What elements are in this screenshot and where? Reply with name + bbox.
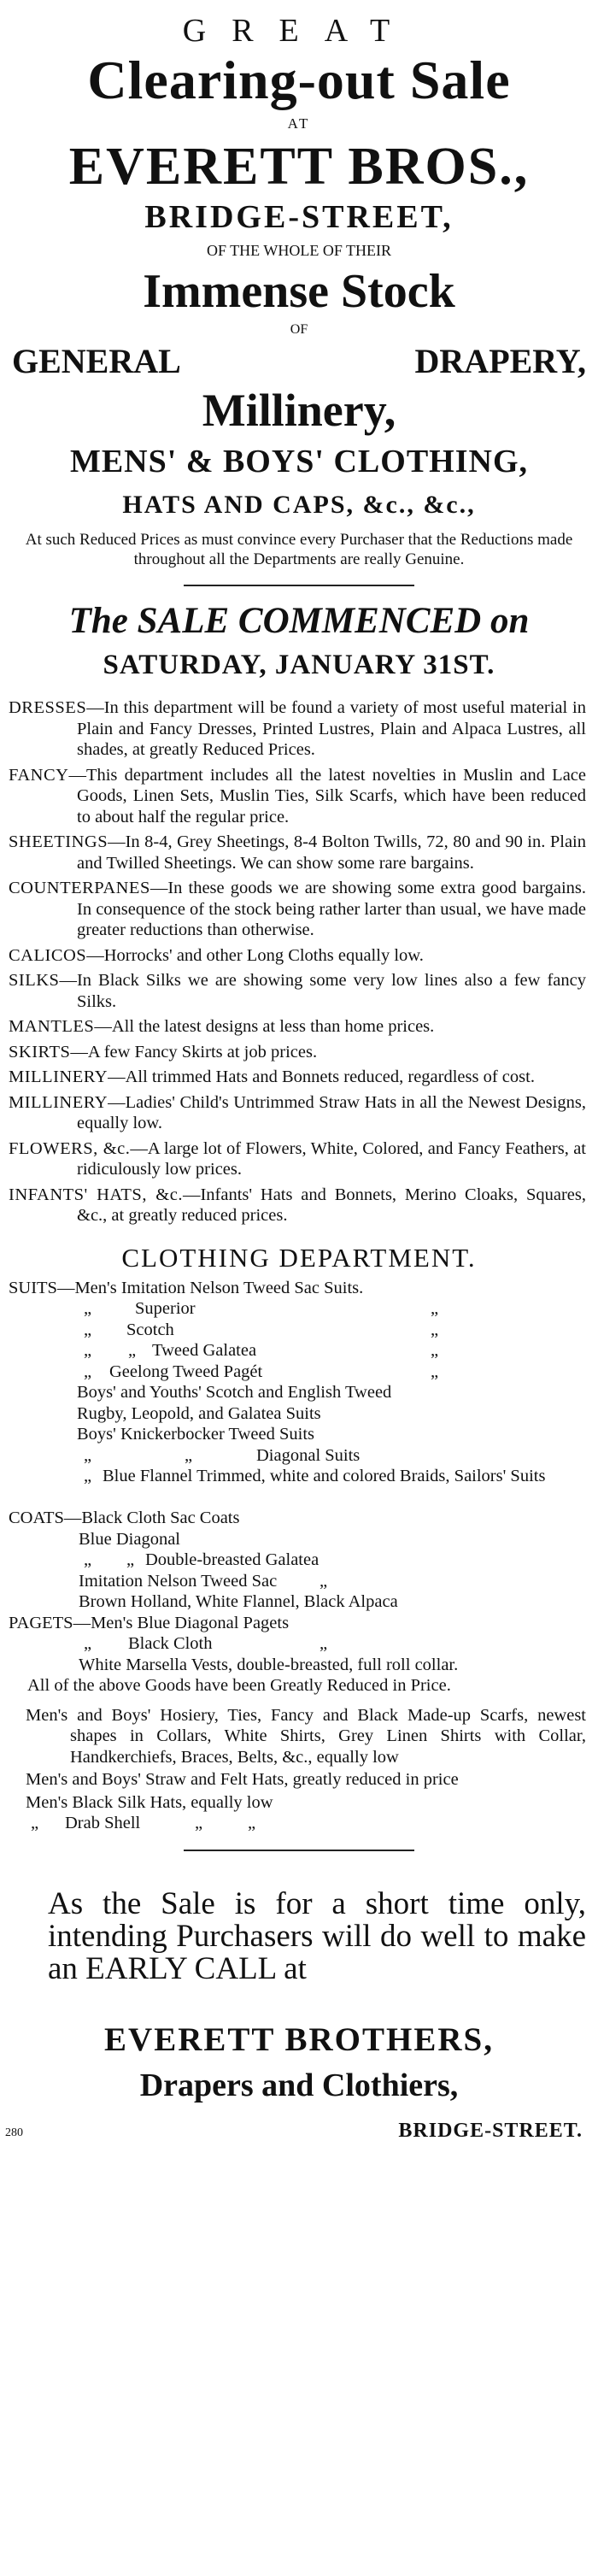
ditto-mark: „: [84, 1320, 92, 1339]
reduced-in-price-note: All of the above Goods have been Greatly Reduced in Price.: [27, 1676, 451, 1695]
suits-knickerbocker: Boys' Knickerbocker Tweed Suits: [77, 1425, 315, 1444]
ditto-mark: „: [31, 1814, 39, 1832]
department-item: [9, 1067, 586, 1088]
department-item: [9, 1185, 586, 1226]
department-text: —All trimmed Hats and Bonnets reduced, regardless of cost.: [108, 1067, 535, 1086]
department-text: —This department includes all the latest novelties in Muslin and Lace Goods, Linen Sets, Muslin Ties, Silk Scarfs, which have been reduced to about half the regular price.: [68, 765, 586, 826]
ditto-mark: „: [320, 1571, 328, 1591]
the-word: The: [68, 601, 128, 641]
footer: [0, 2108, 598, 2150]
divider-rule: [184, 1850, 414, 1851]
reduced-prices-paragraph: At such Reduced Prices as must convince every Purchaser that the Reductions made throughout all the Departments are really Genuine.: [25, 531, 573, 568]
suits-superior: Superior: [135, 1299, 196, 1318]
department-item: [9, 1016, 586, 1038]
ditto-mark: „: [84, 1634, 92, 1653]
ditto-mark: „: [126, 1550, 135, 1569]
ditto-mark: „: [84, 1445, 92, 1465]
department-item: [9, 765, 586, 828]
immense-stock-heading: Immense Stock: [143, 265, 455, 318]
great-heading: GREAT: [182, 13, 416, 49]
ditto-mark: „: [431, 1362, 439, 1381]
clothing-list: [0, 1278, 598, 1697]
department-item: [9, 878, 586, 941]
department-text: —In 8-4, Grey Sheetings, 8-4 Bolton Twills, 72, 80 and 90 in. Plain and Twilled Sheetings. We can show some rare bargains.: [77, 832, 586, 873]
commencement-date: [0, 644, 598, 685]
silk-hats-line: Men's Black Silk Hats, equally low: [26, 1792, 273, 1812]
department-item: [9, 1138, 586, 1180]
short-time-notice: As the Sale is for a short time only, intending Purchasers will do well to make an EARLY CALL at: [48, 1885, 586, 1986]
ditto-mark: „: [431, 1320, 439, 1339]
department-item: [9, 970, 586, 1012]
department-heading: FLOWERS, &c.: [9, 1138, 131, 1158]
clothing-department-heading: CLOTHING DEPARTMENT.: [121, 1242, 477, 1273]
bridge-street-heading: BRIDGE-STREET,: [144, 199, 454, 235]
date-text: JANUARY 31ST.: [274, 650, 495, 680]
department-heading: MILLINERY: [9, 1092, 108, 1112]
department-item: [9, 697, 586, 761]
page-number: 280: [5, 2126, 23, 2139]
suits-geelong: Geelong Tweed Pagét: [109, 1362, 263, 1381]
ditto-mark: „: [84, 1467, 92, 1485]
suits-rugby: Rugby, Leopold, and Galatea Suits: [77, 1403, 321, 1423]
suits-blue-flannel: Blue Flannel Trimmed, white and colored Braids, Sailors' Suits: [103, 1467, 546, 1485]
department-text: —A few Fancy Skirts at job prices.: [70, 1042, 318, 1062]
suits-boys-youths: Boys' and Youths' Scotch and English Tweed: [77, 1383, 392, 1402]
department-text: —In this department will be found a variety of most useful material in Plain and Fancy Dresses, Printed Lustres, Plain and Alpaca Lustres, all shades, at greatly Reduced Prices.: [77, 698, 586, 759]
department-item: [9, 1042, 586, 1063]
department-heading: CALICOS: [9, 945, 87, 965]
everett-brothers-heading: EVERETT BROTHERS,: [104, 2020, 494, 2058]
sale-commenced-heading: [0, 598, 598, 644]
general-drapery-heading: [0, 340, 598, 383]
department-text: —Infants' Hats and Bonnets, Merino Cloaks, Squares, &c., at greatly reduced prices.: [77, 1185, 586, 1225]
ditto-mark: „: [320, 1634, 328, 1653]
department-heading: MANTLES: [9, 1017, 95, 1036]
department-text: —Ladies' Child's Untrimmed Straw Hats in all the Newest Designs, equally low.: [77, 1092, 586, 1132]
departments-list: [0, 685, 598, 1226]
ditto-mark: „: [128, 1341, 137, 1360]
coats-imitation-nelson: Imitation Nelson Tweed Sac: [79, 1571, 278, 1591]
pagets-line: PAGETS—Men's Blue Diagonal Pagets: [9, 1613, 290, 1632]
department-text: —A large lot of Flowers, White, Colored, and Fancy Feathers, at ridiculously low prices.: [77, 1138, 586, 1179]
ditto-mark: „: [195, 1814, 203, 1832]
ditto-mark: „: [185, 1445, 193, 1465]
department-heading: FANCY: [9, 765, 69, 785]
divider-rule: [184, 585, 414, 586]
mens-boys-clothing-heading: MENS' & BOYS' CLOTHING,: [69, 444, 529, 479]
department-heading: SKIRTS: [9, 1042, 71, 1062]
coats-brown-holland: Brown Holland, White Flannel, Black Alpaca: [79, 1592, 398, 1611]
straw-hats-paragraph: Men's and Boys' Straw and Felt Hats, greatly reduced in price: [26, 1770, 459, 1789]
pagets-marsella-vests: White Marsella Vests, double-breasted, full roll collar.: [79, 1655, 459, 1674]
general-word: GENERAL: [12, 342, 181, 380]
department-heading: DRESSES: [9, 698, 87, 717]
ditto-mark: „: [84, 1299, 92, 1318]
bridge-street-footer: BRIDGE-STREET.: [398, 2119, 583, 2142]
saturday-word: SATURDAY,: [103, 650, 267, 680]
ditto-mark: „: [84, 1362, 92, 1381]
ditto-mark: „: [84, 1550, 92, 1569]
department-text: —In Black Silks we are showing some very low lines also a few fancy Silks.: [59, 971, 586, 1011]
ditto-mark: „: [431, 1299, 439, 1318]
of-label: OF: [290, 322, 308, 337]
department-heading: INFANTS' HATS, &c.: [9, 1185, 183, 1204]
hosiery-paragraph: Men's and Boys' Hosiery, Ties, Fancy and Black Made-up Scarfs, newest shapes in Collars, White Shirts, Grey Linen Shirts with Collar, Handkerchiefs, Braces, Belts, &c., equally low: [26, 1705, 586, 1767]
suits-scotch: Scotch: [126, 1320, 174, 1339]
department-heading: SHEETINGS: [9, 832, 108, 851]
department-item: [9, 1092, 586, 1134]
department-heading: COUNTERPANES: [9, 879, 150, 897]
ditto-mark: „: [84, 1341, 92, 1360]
department-item: [9, 945, 586, 967]
drapers-clothiers-heading: Drapers and Clothiers,: [139, 2067, 459, 2103]
suits-line: SUITS—Men's Imitation Nelson Tweed Sac Suits.: [9, 1278, 364, 1297]
hats-and-caps-heading: HATS AND CAPS, &c., &c.,: [122, 491, 476, 519]
coats-blue-diagonal: Blue Diagonal: [79, 1529, 180, 1549]
drab-shell-line: [26, 1813, 586, 1834]
drab-shell-text: Drab Shell: [65, 1814, 141, 1832]
ditto-mark: „: [431, 1341, 439, 1360]
coats-double-breasted: Double-breasted Galatea: [145, 1550, 320, 1569]
department-text: —Horrocks' and other Long Cloths equally low.: [86, 945, 424, 965]
sale-commenced-words: SALE COMMENCED: [137, 601, 482, 641]
coats-line: COATS—Black Cloth Sac Coats: [9, 1509, 240, 1527]
clearing-out-sale-heading: Clearing-out Sale: [87, 50, 511, 110]
drapery-word: DRAPERY,: [414, 342, 586, 380]
department-heading: SILKS: [9, 971, 60, 990]
on-word: on: [490, 601, 530, 641]
department-item: [9, 832, 586, 873]
pagets-black-cloth: Black Cloth: [128, 1634, 213, 1653]
department-heading: MILLINERY: [9, 1067, 108, 1086]
millinery-heading: Millinery,: [202, 385, 396, 436]
everett-bros-heading: EVERETT BROS.,: [68, 138, 530, 196]
extra-goods: [0, 1697, 598, 1834]
suits-diagonal: Diagonal Suits: [256, 1445, 361, 1465]
department-text: —In these goods we are showing some extra good bargains. In consequence of the stock being rather larter than usual, we have made greater reductions than otherwise.: [77, 879, 586, 939]
at-label: AT: [287, 115, 311, 132]
suits-tweed-galatea: Tweed Galatea: [152, 1341, 257, 1360]
department-text: —All the latest designs at less than home prices.: [94, 1017, 435, 1036]
whole-of-their-label: OF THE WHOLE OF THEIR: [207, 242, 391, 259]
ditto-mark: „: [248, 1814, 256, 1832]
